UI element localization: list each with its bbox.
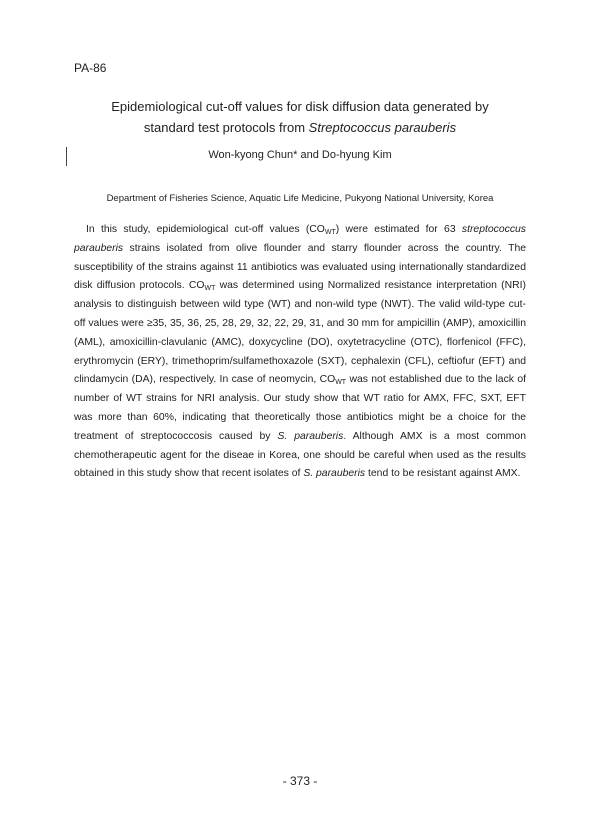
title-line-2 — [60, 117, 540, 138]
abstract-text: was not established due to the lack of number of WT strains for NRI analysis. Our study show that WT ratio for AMX, FFC, SXT, EFT was more than 60%, indicating that theoretically those antibiotics might be a choice for the treatment of streptococcosis caused by — [74, 374, 526, 442]
abstract — [74, 221, 526, 484]
species-name: S. parauberis — [277, 430, 344, 442]
subscript-wt: WT — [204, 285, 216, 293]
paper-code: PA-86 — [74, 61, 107, 75]
abstract-text: In this study, epidemiological cut-off values (CO — [86, 224, 325, 235]
abstract-text: ) were estimated for 63 — [335, 224, 462, 235]
species-name: streptococcus parauberis — [74, 224, 526, 254]
paper-title — [60, 96, 540, 138]
abstract-text: strains isolated from olive flounder and starry flounder across the country. The susceptibility of the strains against 11 antibiotics was evaluated using internationally standardized disk diffusion protocols. CO — [74, 242, 526, 292]
species-name: S. parauberis — [303, 468, 366, 480]
title-species: Streptococcus parauberis — [308, 120, 457, 135]
abstract-text: was determined using Normalized resistance interpretation (NRI) analysis to distinguish between wild type (WT) and non-wild type (NWT). The valid wild-type cut-off values were ≥35, 35, 36, 25, 28, 29, 32, 22, 29, 31, and 30 mm for ampicillin (AMP), amoxicillin (AML), amoxicillin-clavulanic (AMC), doxycycline (DO), oxytetracycline (OTC), florfenicol (FFC), erythromycin (ERY), trimethoprim/sulfamethoxazole (SXT), cephalexin (CFL), ceftiofur (EFT) and clindamycin (DA), respectively. In case of neomycin, CO — [74, 280, 526, 386]
authors: Won-kyong Chun* and Do-hyung Kim — [208, 149, 392, 161]
abstract-paragraph — [74, 221, 526, 484]
abstract-text: . Although AMX is a most common chemotherapeutic agent for the diseae in Korea, one should be careful when used as the results obtained in this study show that recent isolates of — [74, 430, 526, 480]
subscript-wt: WT — [335, 379, 347, 387]
affiliation: Department of Fisheries Science, Aquatic Life Medicine, Pukyong National University, Korea — [106, 193, 494, 204]
abstract-text: tend to be resistant against AMX. — [365, 468, 521, 480]
title-line-1: Epidemiological cut-off values for disk diffusion data generated by — [111, 99, 489, 114]
page-number: - 373 - — [282, 774, 318, 788]
title-line-2-text: standard test protocols from — [143, 120, 309, 135]
subscript-wt: WT — [324, 229, 336, 236]
